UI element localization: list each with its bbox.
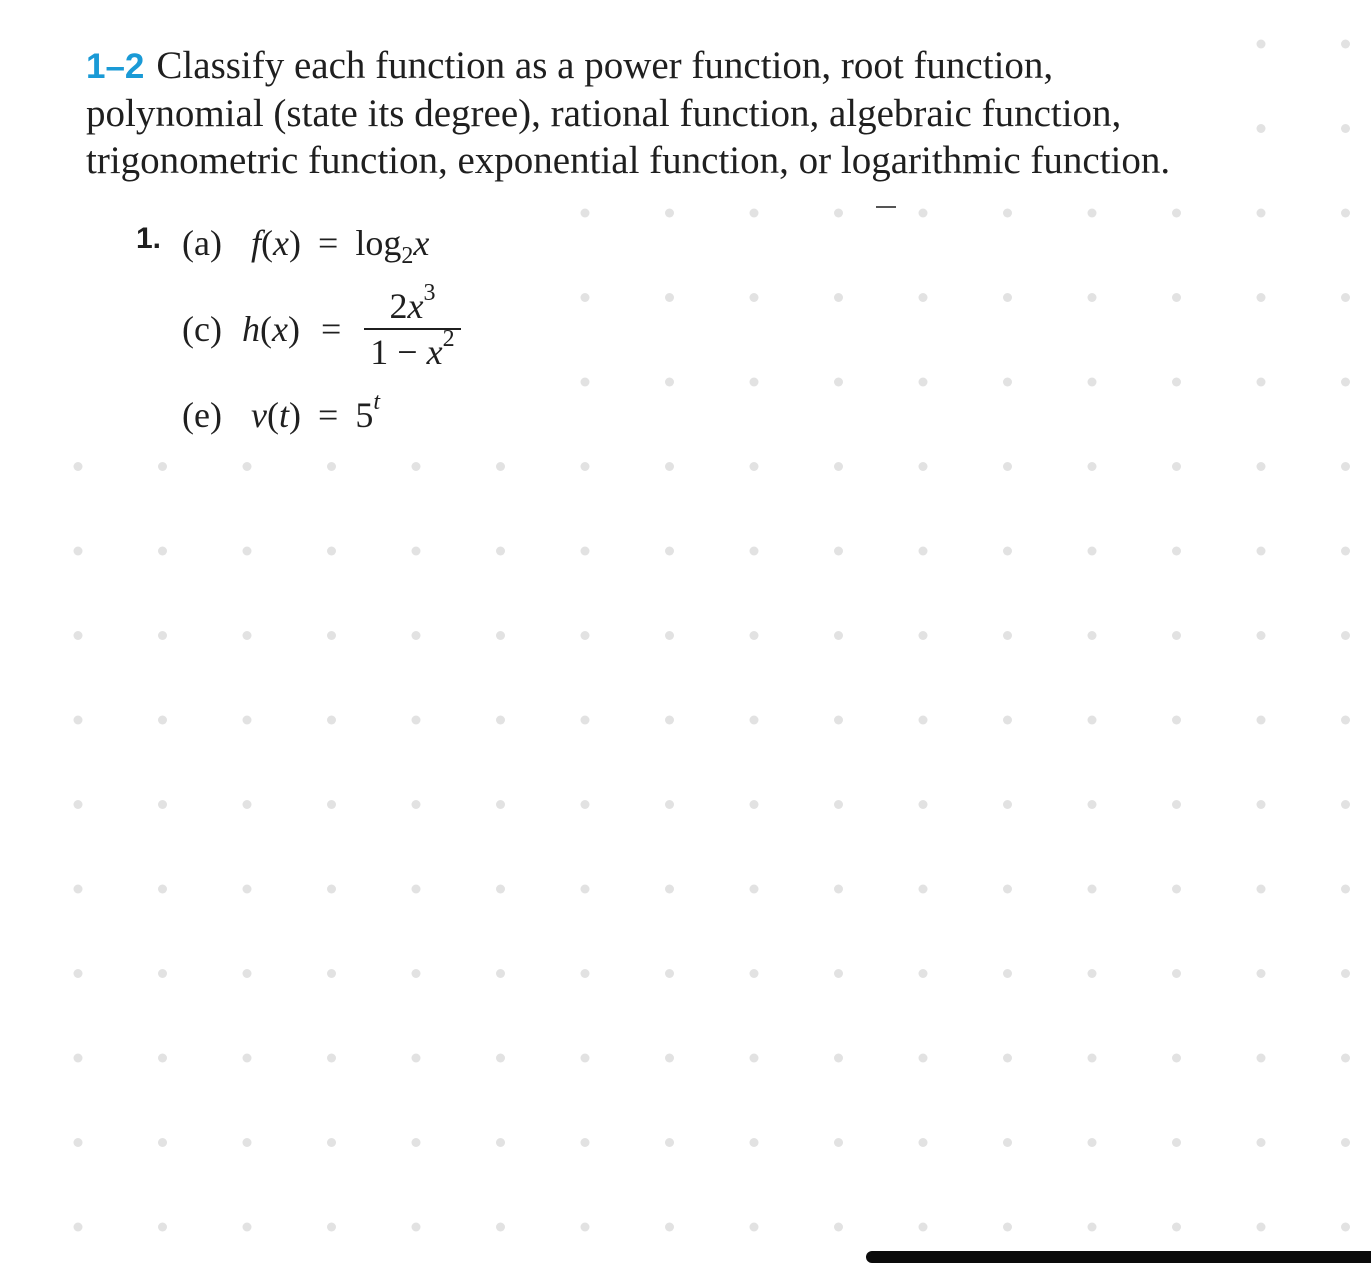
grid-dot	[243, 716, 252, 725]
grid-dot	[665, 969, 674, 978]
part-c-num-coef: 2	[389, 286, 408, 326]
grid-dot	[1088, 885, 1097, 894]
grid-dot	[1257, 462, 1266, 471]
grid-dot	[74, 631, 83, 640]
grid-dot	[496, 885, 505, 894]
grid-dot	[834, 716, 843, 725]
grid-dot	[1341, 462, 1350, 471]
grid-dot	[158, 631, 167, 640]
grid-dot	[243, 1054, 252, 1063]
grid-dot	[1172, 1138, 1181, 1147]
grid-dot	[1172, 716, 1181, 725]
grid-dot	[665, 800, 674, 809]
part-a-var: x	[273, 223, 289, 263]
part-c-close: )	[287, 309, 300, 349]
grid-dot	[1003, 631, 1012, 640]
instruction-line-2: polynomial (state its degree), rational function, algebraic function,	[86, 92, 1122, 135]
part-c-fraction	[364, 280, 460, 374]
instruction-line-3: trigonometric function, exponential function, or logarithmic function.	[86, 139, 1171, 182]
grid-dot	[1088, 293, 1097, 302]
grid-dot	[1257, 209, 1266, 218]
grid-dot	[412, 800, 421, 809]
grid-dot	[496, 800, 505, 809]
grid-dot	[581, 716, 590, 725]
part-e-open: (	[266, 395, 279, 435]
grid-dot	[919, 209, 928, 218]
part-c-den-var: x	[426, 332, 443, 372]
grid-dot	[243, 631, 252, 640]
grid-dot	[1172, 800, 1181, 809]
grid-dot	[327, 885, 336, 894]
grid-dot	[581, 293, 590, 302]
grid-dot	[1003, 209, 1012, 218]
grid-dot	[919, 1054, 928, 1063]
part-e-base: 5	[355, 395, 374, 435]
grid-dot	[1341, 209, 1350, 218]
grid-dot	[1088, 462, 1097, 471]
grid-dot	[412, 716, 421, 725]
grid-dot	[243, 800, 252, 809]
grid-dot	[581, 885, 590, 894]
grid-dot	[919, 462, 928, 471]
grid-dot	[1257, 800, 1266, 809]
grid-dot	[919, 1223, 928, 1232]
grid-dot	[834, 293, 843, 302]
grid-dot	[327, 631, 336, 640]
part-a-log-base: 2	[401, 243, 414, 269]
grid-dot	[750, 547, 759, 556]
grid-dot	[243, 462, 252, 471]
grid-dot	[750, 209, 759, 218]
part-a-close: )	[289, 223, 301, 263]
grid-dot	[158, 547, 167, 556]
grid-dot	[665, 631, 674, 640]
grid-dot	[1003, 1223, 1012, 1232]
grid-dot	[581, 969, 590, 978]
grid-dot	[1088, 716, 1097, 725]
grid-dot	[74, 716, 83, 725]
grid-dot	[1088, 209, 1097, 218]
grid-dot	[1003, 1054, 1012, 1063]
grid-dot	[1257, 885, 1266, 894]
grid-dot	[158, 969, 167, 978]
grid-dot	[834, 1054, 843, 1063]
part-c-num-exp: 3	[423, 280, 436, 306]
grid-dot	[750, 1223, 759, 1232]
grid-dot	[1341, 378, 1350, 387]
part-e-close: )	[289, 395, 301, 435]
grid-dot	[750, 462, 759, 471]
grid-dot	[1172, 631, 1181, 640]
grid-dot	[327, 462, 336, 471]
grid-dot	[665, 547, 674, 556]
grid-dot	[1088, 1223, 1097, 1232]
stray-dash-mark	[876, 206, 896, 208]
grid-dot	[1257, 378, 1266, 387]
grid-dot	[1088, 378, 1097, 387]
part-c-denominator	[364, 326, 460, 374]
grid-dot	[919, 293, 928, 302]
grid-dot	[1257, 547, 1266, 556]
grid-dot	[1172, 293, 1181, 302]
grid-dot	[1257, 1223, 1266, 1232]
part-c-den-op: −	[397, 332, 418, 372]
grid-dot	[1341, 1138, 1350, 1147]
grid-dot	[327, 800, 336, 809]
part-c-label: (c)	[182, 309, 222, 349]
grid-dot	[412, 1223, 421, 1232]
grid-dot	[158, 1138, 167, 1147]
grid-dot	[1341, 885, 1350, 894]
part-c	[182, 280, 461, 374]
part-e-var: t	[278, 395, 289, 435]
grid-dot	[327, 716, 336, 725]
grid-dot	[1172, 1223, 1181, 1232]
grid-dot	[1341, 800, 1350, 809]
grid-dot	[1003, 716, 1012, 725]
part-a-label: (a)	[182, 223, 222, 263]
part-e-label: (e)	[182, 395, 222, 435]
grid-dot	[919, 378, 928, 387]
grid-dot	[1341, 547, 1350, 556]
grid-dot	[1257, 293, 1266, 302]
grid-dot	[665, 716, 674, 725]
grid-dot	[496, 1138, 505, 1147]
part-c-open: (	[260, 309, 272, 349]
grid-dot	[158, 716, 167, 725]
part-e	[182, 389, 380, 436]
grid-dot	[834, 209, 843, 218]
grid-dot	[327, 969, 336, 978]
grid-dot	[243, 969, 252, 978]
grid-dot	[1003, 378, 1012, 387]
grid-dot	[665, 1054, 674, 1063]
grid-dot	[1172, 969, 1181, 978]
grid-dot	[581, 1054, 590, 1063]
grid-dot	[1172, 209, 1181, 218]
grid-dot	[834, 1138, 843, 1147]
grid-dot	[665, 293, 674, 302]
grid-dot	[74, 800, 83, 809]
grid-dot	[1341, 1054, 1350, 1063]
grid-dot	[581, 378, 590, 387]
grid-dot	[1088, 969, 1097, 978]
grid-dot	[834, 631, 843, 640]
grid-dot	[750, 885, 759, 894]
grid-dot	[1088, 1054, 1097, 1063]
grid-dot	[1341, 969, 1350, 978]
grid-dot	[1003, 293, 1012, 302]
grid-dot	[74, 547, 83, 556]
grid-dot	[581, 800, 590, 809]
grid-dot	[919, 800, 928, 809]
grid-dot	[1088, 631, 1097, 640]
grid-dot	[1088, 800, 1097, 809]
grid-dot	[496, 716, 505, 725]
grid-dot	[665, 462, 674, 471]
grid-dot	[834, 1223, 843, 1232]
grid-dot	[74, 969, 83, 978]
exercise-range-label: 1–2	[86, 47, 145, 86]
grid-dot	[412, 547, 421, 556]
grid-dot	[581, 1138, 590, 1147]
part-c-var: x	[272, 309, 288, 349]
grid-dot	[327, 547, 336, 556]
grid-dot	[834, 885, 843, 894]
grid-dot	[665, 885, 674, 894]
problem-number: 1.	[136, 222, 162, 255]
grid-dot	[496, 1223, 505, 1232]
grid-dot	[243, 1223, 252, 1232]
grid-dot	[1088, 1138, 1097, 1147]
grid-dot	[665, 1223, 674, 1232]
part-e-exponent: t	[373, 389, 380, 415]
grid-dot	[1257, 1138, 1266, 1147]
scroll-indicator-bar[interactable]	[866, 1251, 1371, 1263]
grid-dot	[1341, 124, 1350, 133]
grid-dot	[1088, 547, 1097, 556]
grid-dot	[1003, 1138, 1012, 1147]
grid-dot	[327, 1138, 336, 1147]
grid-dot	[581, 631, 590, 640]
grid-dot	[158, 462, 167, 471]
grid-dot	[750, 293, 759, 302]
grid-dot	[750, 800, 759, 809]
grid-dot	[750, 378, 759, 387]
grid-dot	[1341, 293, 1350, 302]
part-c-numerator	[364, 280, 460, 330]
instruction-text-1: Classify each function as a power function, root function,	[156, 44, 1054, 87]
grid-dot	[581, 462, 590, 471]
grid-dot	[750, 631, 759, 640]
part-c-lhs	[242, 309, 300, 349]
grid-dot	[158, 885, 167, 894]
grid-dot	[1341, 40, 1350, 49]
grid-dot	[1003, 547, 1012, 556]
grid-dot	[496, 1054, 505, 1063]
grid-dot	[919, 547, 928, 556]
part-a-log-arg: x	[413, 223, 430, 263]
grid-dot	[158, 1223, 167, 1232]
part-a-log: log	[355, 223, 402, 263]
grid-dot	[750, 1054, 759, 1063]
grid-dot	[496, 547, 505, 556]
grid-dot	[1341, 1223, 1350, 1232]
grid-dot	[581, 547, 590, 556]
grid-dot	[665, 209, 674, 218]
grid-dot	[1003, 969, 1012, 978]
grid-dot	[750, 716, 759, 725]
grid-dot	[243, 1138, 252, 1147]
part-c-num-var: x	[407, 286, 424, 326]
grid-dot	[919, 631, 928, 640]
grid-dot	[243, 885, 252, 894]
grid-dot	[327, 1223, 336, 1232]
grid-dot	[834, 462, 843, 471]
part-c-equals: =	[320, 309, 342, 349]
grid-dot	[1172, 378, 1181, 387]
grid-dot	[1003, 462, 1012, 471]
grid-dot	[412, 885, 421, 894]
grid-dot	[74, 1138, 83, 1147]
part-e-equals: =	[318, 395, 339, 435]
grid-dot	[74, 1223, 83, 1232]
grid-dot	[919, 885, 928, 894]
grid-dot	[243, 547, 252, 556]
grid-dot	[412, 631, 421, 640]
grid-dot	[919, 716, 928, 725]
grid-dot	[1257, 969, 1266, 978]
part-a-equals: =	[318, 223, 339, 263]
grid-dot	[919, 969, 928, 978]
grid-dot	[158, 800, 167, 809]
grid-dot	[750, 1138, 759, 1147]
grid-dot	[1172, 885, 1181, 894]
grid-dot	[1172, 462, 1181, 471]
grid-dot	[1257, 1054, 1266, 1063]
grid-dot	[412, 969, 421, 978]
grid-dot	[1003, 800, 1012, 809]
grid-dot	[74, 462, 83, 471]
grid-dot	[412, 462, 421, 471]
grid-dot	[581, 1223, 590, 1232]
grid-dot	[327, 1054, 336, 1063]
grid-dot	[412, 1138, 421, 1147]
grid-dot	[1257, 631, 1266, 640]
part-a-fname: f	[251, 223, 262, 263]
exercise-instructions	[86, 42, 1286, 184]
part-e-fname: v	[251, 395, 267, 435]
instruction-line-1	[86, 42, 1286, 90]
grid-dot	[750, 969, 759, 978]
grid-dot	[496, 969, 505, 978]
grid-dot	[1003, 885, 1012, 894]
grid-dot	[496, 631, 505, 640]
grid-dot	[496, 462, 505, 471]
part-c-den-exp: 2	[442, 326, 455, 352]
grid-dot	[919, 1138, 928, 1147]
grid-dot	[665, 378, 674, 387]
grid-dot	[1341, 716, 1350, 725]
grid-dot	[74, 1054, 83, 1063]
part-c-den-const: 1	[370, 332, 389, 372]
grid-dot	[834, 969, 843, 978]
grid-dot	[665, 1138, 674, 1147]
grid-dot	[412, 1054, 421, 1063]
part-a	[182, 222, 430, 269]
grid-dot	[74, 885, 83, 894]
grid-dot	[834, 378, 843, 387]
grid-dot	[158, 1054, 167, 1063]
grid-dot	[834, 547, 843, 556]
grid-dot	[834, 800, 843, 809]
grid-dot	[581, 209, 590, 218]
grid-dot	[1341, 631, 1350, 640]
part-c-fname: h	[242, 309, 260, 349]
grid-dot	[1172, 1054, 1181, 1063]
grid-dot	[1257, 716, 1266, 725]
grid-dot	[1172, 547, 1181, 556]
part-a-open: (	[261, 223, 274, 263]
